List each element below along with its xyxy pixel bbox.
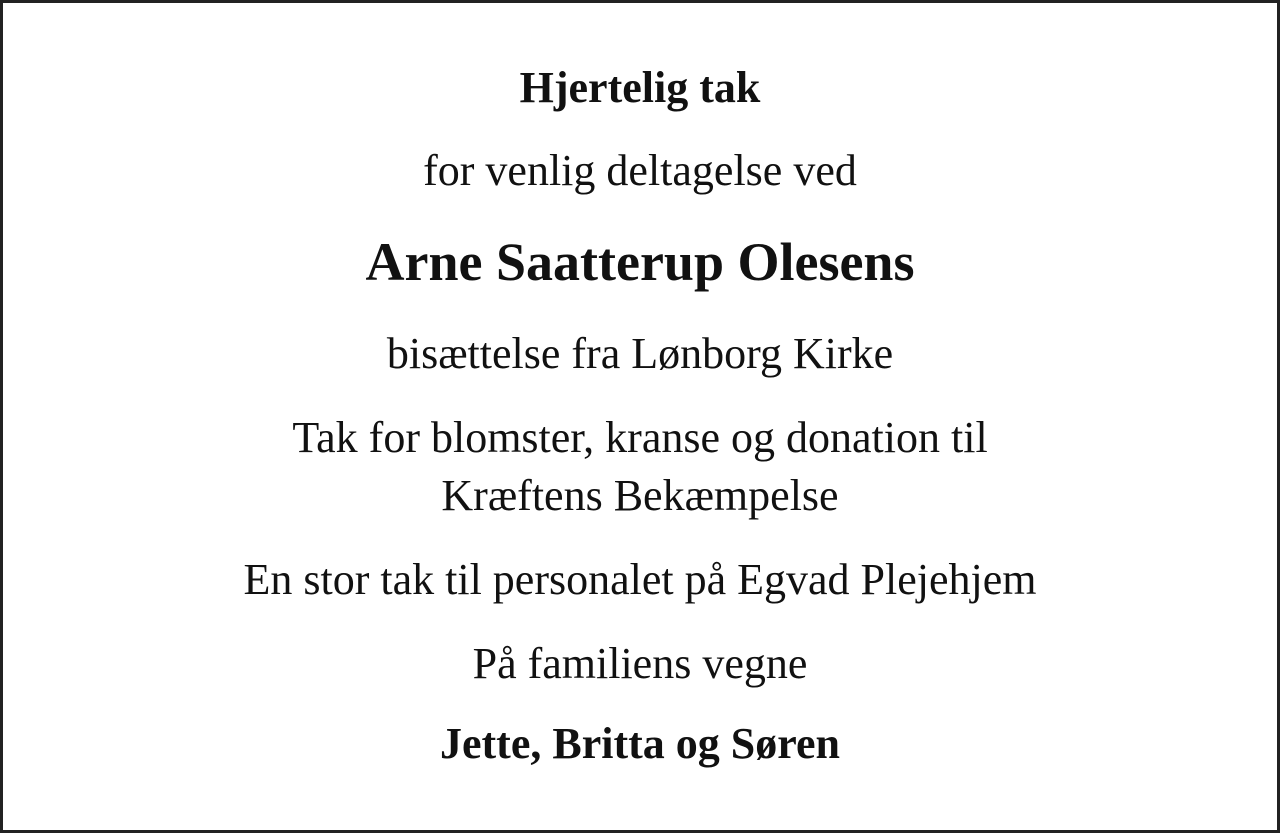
signers: Jette, Britta og Søren (440, 719, 840, 768)
flowers-thanks-line-1: Tak for blomster, kranse og donation til (292, 413, 988, 462)
staff-thanks: En stor tak til personalet på Egvad Plejehjem (243, 555, 1037, 604)
deceased-name: Arne Saatterup Olesens (365, 232, 915, 292)
on-behalf-text: På familiens vegne (472, 639, 808, 688)
ceremony-location: bisættelse fra Lønborg Kirke (386, 329, 894, 378)
notice-heading: Hjertelig tak (519, 63, 761, 112)
notice-intro: for venlig deltagelse ved (423, 146, 857, 195)
flowers-thanks-line-2: Kræftens Bekæmpelse (441, 471, 839, 520)
